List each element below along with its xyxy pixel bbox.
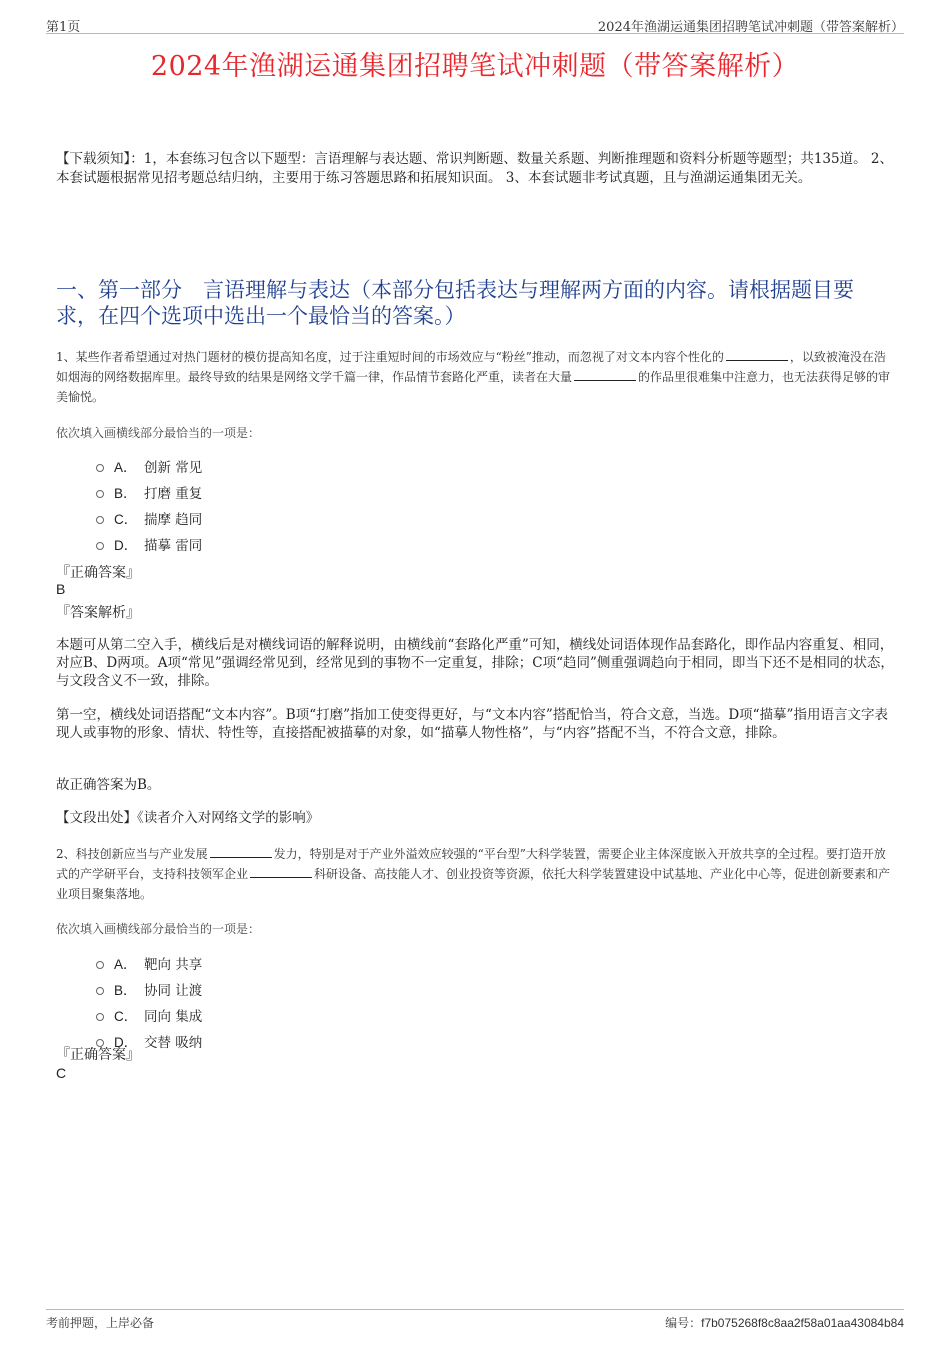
option-a[interactable]: A． 创新 常见 [96,453,202,479]
radio-icon[interactable] [96,961,104,969]
option-c[interactable]: C． 同向 集成 [96,1002,202,1028]
download-notice: 【下载须知】：1，本套练习包含以下题型：言语理解与表达题、常识判断题、数量关系题、判断推理题和资料分析题等题型；共135道。 2、本套试题根据常见招考题总结归纳，主要用于练习答题思路和拓展知识面。 3、本套试题非考试真题，且与渔湖运通集团无关。 [56,151,893,186]
header-doc-title: 2024年渔湖运通集团招聘笔试冲刺题（带答案解析） [597,20,904,35]
radio-icon[interactable] [96,542,104,550]
option-d[interactable]: D． 交替 吸纳 [96,1028,202,1054]
radio-icon[interactable] [96,490,104,498]
section-heading: 一、第一部分 言语理解与表达（本部分包括表达与理解两方面的内容。请根据题目要求，在四个选项中选出一个最恰当的答案。） [56,278,854,328]
option-b[interactable]: B． 协同 让渡 [96,976,202,1002]
question-2-text: 2、科技创新应当与产业发展 发力，特别是对于产业外溢效应较强的“平台型”大科学装置，需要企业主体深度嵌入开放共享的全过程。要打造开放式的产学研平台，支持科技领军企业 科研设备、高技能人才、创业投资等资源，依托大科学装置建设中试基地、产业化中心等，促进创新要素和产业项目聚集落地。 [56,847,891,901]
header-divider [46,33,904,34]
option-b[interactable]: B． 打磨 重复 [96,479,202,505]
radio-icon[interactable] [96,464,104,472]
footer-slogan: 考前押题，上岸必备 [46,1316,155,1330]
footer-divider [46,1309,904,1310]
question-1-text: 1、某些作者希望通过对热门题材的模仿提高知名度，过于注重短时间的市场效应与“粉丝”推动，而忽视了对文本内容个性化的 ，以致被淹没在浩如烟海的网络数据库里。最终导致的结果是网络文学千篇一律，作品情节套路化严重，读者在大量 的作品里很难集中注意力，也无法获得足够的审美愉悦。 [56,350,891,404]
option-c[interactable]: C． 揣摩 趋同 [96,505,202,531]
question-2-options [96,950,202,1054]
question-1-prompt: 依次填入画横线部分最恰当的一项是： [56,426,261,440]
question-2-prompt: 依次填入画横线部分最恰当的一项是： [56,922,261,936]
fill-blank [250,876,312,878]
fill-blank [210,856,272,858]
analysis-label: 『答案解析』 [56,605,140,621]
radio-icon[interactable] [96,516,104,524]
option-d[interactable]: D． 描摹 雷同 [96,531,202,557]
answer-value: C [56,1065,67,1081]
option-a[interactable]: A． 靶向 共享 [96,950,202,976]
analysis-paragraph-2: 第一空，横线处词语搭配“文本内容”。B项“打磨”指加工使变得更好，与“文本内容”搭配恰当，符合文意，当选。D项“描摹”指用语言文字表现人或事物的形象、情状、特性等，直接搭配被描摹的对象，如“描摹人物性格”，与“内容”搭配不当，不符合文意，排除。 [56,707,888,741]
analysis-paragraph-1: 本题可从第二空入手，横线后是对横线词语的解释说明，由横线前“套路化严重”可知，横线处词语体现作品套路化，即作品内容重复、相同，对应B、D两项。A项“常见”强调经常见到，经常见到的事物不一定重复，排除；C项“趋同”侧重强调趋向于相同，即当下还不是相同的状态，与文段含义不一致，排除。 [56,637,894,689]
analysis-paragraph-3: 故正确答案为B。 [56,777,161,793]
question-1-options [96,453,202,557]
answer-label: 『正确答案』 [56,1047,140,1063]
source-citation: 【文段出处】《读者介入对网络文学的影响》 [56,810,320,826]
page-number: 第1页 [46,20,81,35]
answer-value: B [56,581,66,597]
fill-blank [574,379,636,381]
document-title: 2024年渔湖运通集团招聘笔试冲刺题（带答案解析） [150,51,800,82]
radio-icon[interactable] [96,987,104,995]
radio-icon[interactable] [96,1013,104,1021]
answer-label: 『正确答案』 [56,565,140,581]
document-code: 编号：f7b075268f8c8aa2f58a01aa43084b84 [665,1316,904,1330]
fill-blank [726,359,788,361]
